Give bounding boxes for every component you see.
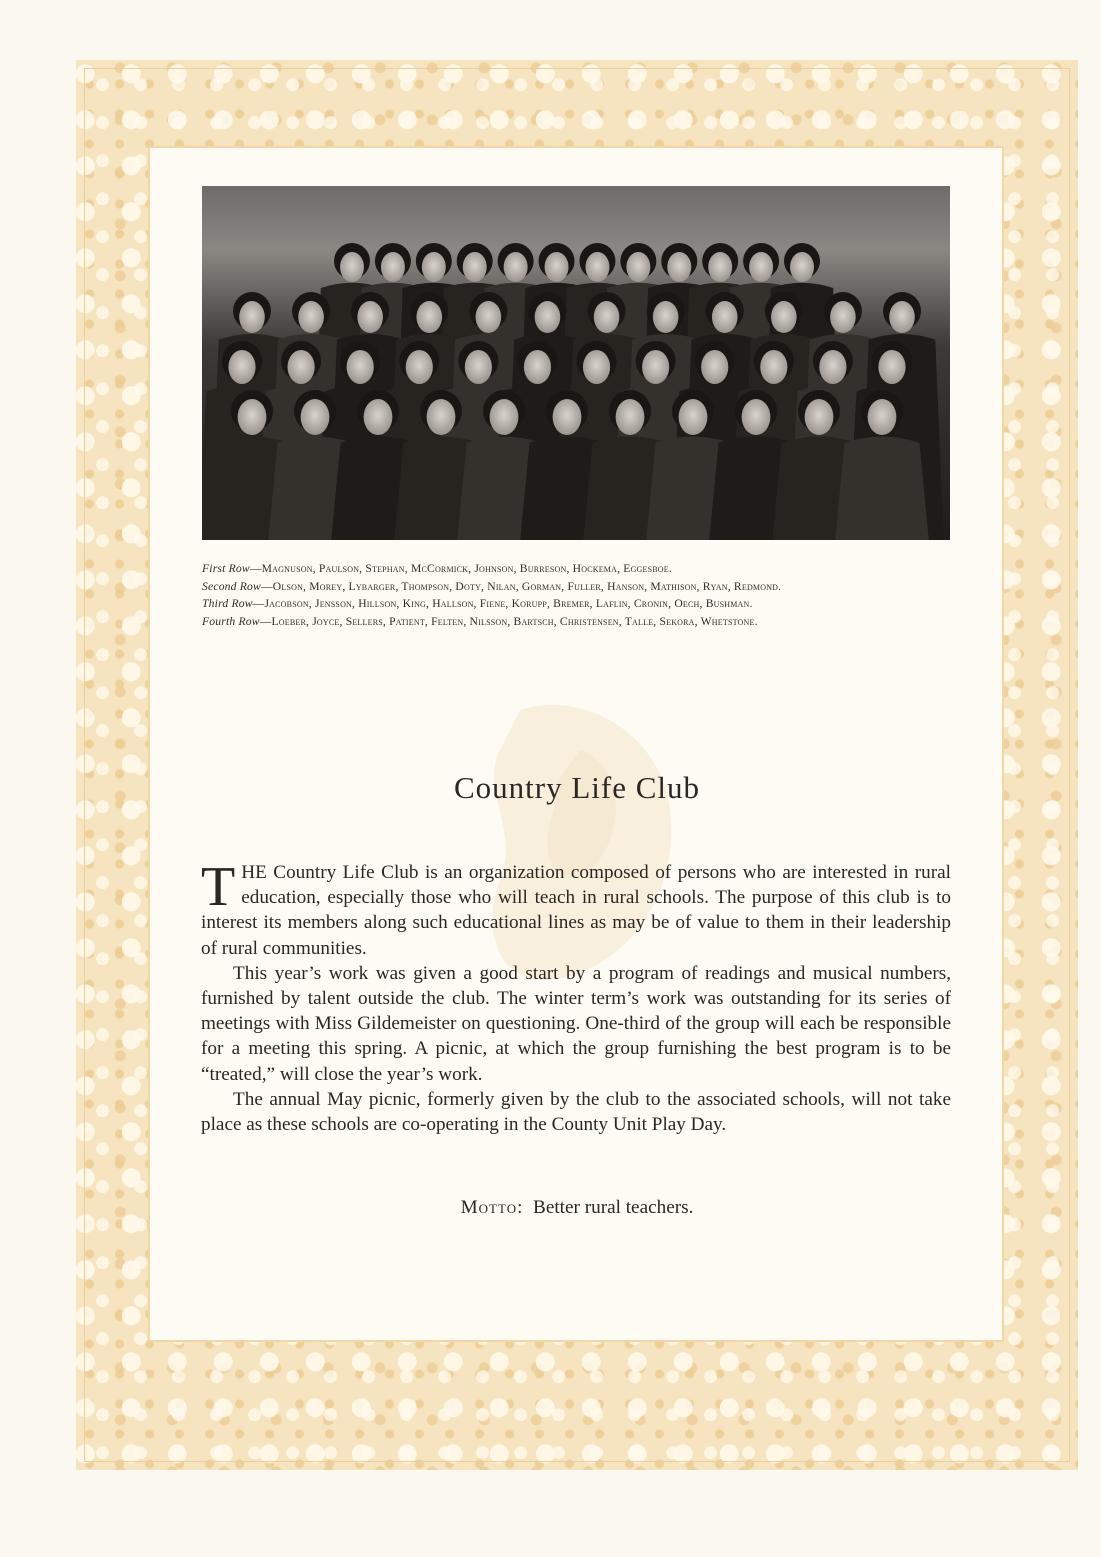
person-face xyxy=(238,399,267,435)
person-face xyxy=(364,399,393,435)
person-face xyxy=(830,301,856,333)
person-face xyxy=(553,399,582,435)
person-face xyxy=(583,350,610,384)
person-face xyxy=(347,350,374,384)
person-face xyxy=(819,350,846,384)
person-face xyxy=(239,301,265,333)
motto-label: Motto: xyxy=(460,1197,524,1218)
person-face xyxy=(357,301,383,333)
page-title: Country Life Club xyxy=(453,770,701,805)
motto-text: Better rural teachers. xyxy=(533,1197,694,1218)
person-face xyxy=(427,399,456,435)
person-face xyxy=(585,252,609,282)
person-face xyxy=(701,350,728,384)
person-face xyxy=(616,399,645,435)
person-face xyxy=(749,252,773,282)
caption-row: First Row—Magnuson, Paulson, Stephan, McCormick, Johnson, Burreson, Hockema, Eggesboe. xyxy=(202,562,672,575)
person-face xyxy=(889,301,915,333)
person-face xyxy=(679,399,708,435)
paragraph-3: The annual May picnic, formerly given by the club to the associated schools, will not take place as these schools are co-operating in the County Unit Play Day. xyxy=(201,1088,951,1136)
paragraph-1: THE Country Life Club is an organization composed of persons who are interested in rural education, especially those who will teach in rural schools. The purpose of this club is to interest its members along such educational lines as may be of value to them in their leadership of rural communities. xyxy=(201,856,951,959)
person-face xyxy=(712,301,738,333)
person-face xyxy=(760,350,787,384)
caption-row: Third Row—Jacobson, Jensson, Hillson, King, Hallson, Fiene, Korupp, Bremer, Laflin, Cronin, Oech, Bushman. xyxy=(202,597,753,610)
motto xyxy=(202,1197,952,1219)
person-face xyxy=(416,301,442,333)
article-body xyxy=(201,856,951,1137)
group-photo-figures xyxy=(202,186,950,540)
person-face xyxy=(381,252,405,282)
person-body xyxy=(835,437,929,541)
person-face xyxy=(790,252,814,282)
drop-cap: T xyxy=(201,856,236,918)
person-face xyxy=(868,399,897,435)
person-face xyxy=(805,399,834,435)
person-face xyxy=(287,350,314,384)
person-face xyxy=(465,350,492,384)
person-face xyxy=(298,301,324,333)
person-face xyxy=(301,399,330,435)
person-face xyxy=(535,301,561,333)
person-face xyxy=(490,399,519,435)
person-face xyxy=(878,350,905,384)
person-face xyxy=(228,350,255,384)
photo-caption xyxy=(202,560,952,630)
person-face xyxy=(594,301,620,333)
person-face xyxy=(626,252,650,282)
person-face xyxy=(708,252,732,282)
person-face xyxy=(667,252,691,282)
caption-row: Second Row—Olson, Morey, Lybarger, Thompson, Doty, Nilan, Gorman, Fuller, Hanson, Mathison, Ryan, Redmond. xyxy=(202,579,782,593)
person-face xyxy=(642,350,669,384)
person-face xyxy=(524,350,551,384)
person-face xyxy=(653,301,679,333)
person-face xyxy=(463,252,487,282)
person-face xyxy=(476,301,502,333)
group-photo xyxy=(202,186,950,540)
person-face xyxy=(742,399,771,435)
person-face xyxy=(406,350,433,384)
person-face xyxy=(771,301,797,333)
person-face xyxy=(545,252,569,282)
caption-row: Fourth Row—Loeber, Joyce, Sellers, Patient, Felten, Nilsson, Bartsch, Christensen, Talle, Sekora, Whetstone. xyxy=(202,614,758,628)
paragraph-2: This year’s work was given a good start by a program of readings and musical numbers, furnished by talent outside the club. The winter term’s work was outstanding for its series of meetings with Miss Gildemeister on questioning. One-third of the group will each be responsible for a meeting this spring. A picnic, at which the group furnishing the best program is to be “treated,” will close the year’s work. xyxy=(201,962,951,1085)
person-face xyxy=(422,252,446,282)
person-face xyxy=(340,252,364,282)
person-face xyxy=(504,252,528,282)
